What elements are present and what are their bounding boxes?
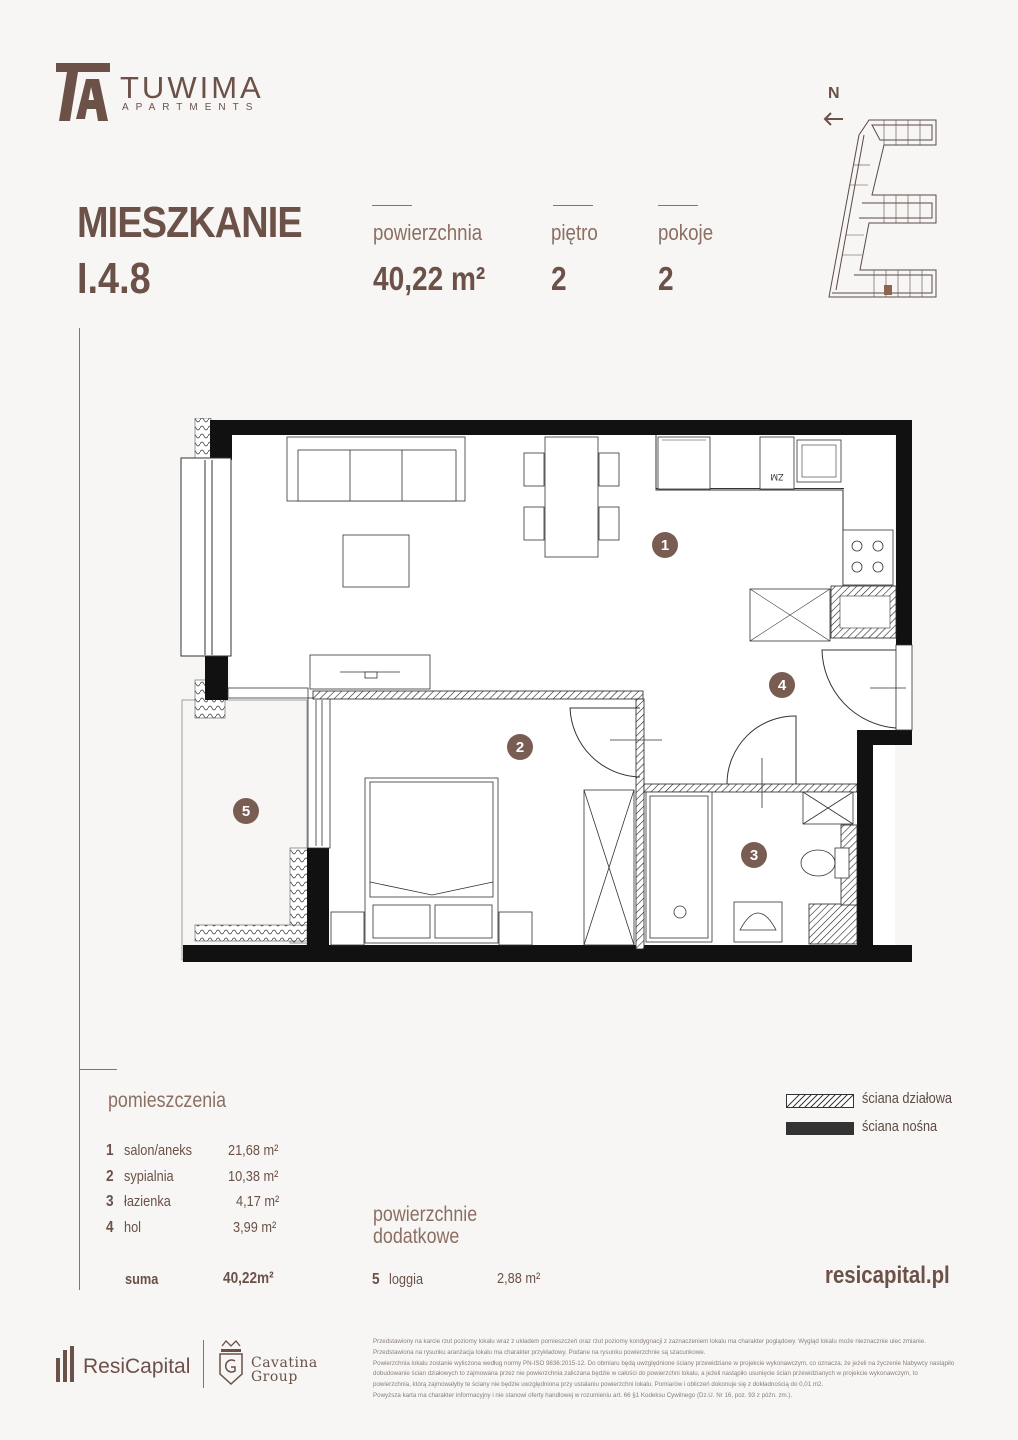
bearing-wall-swatch [786, 1122, 854, 1135]
additional-num: 5 [372, 1271, 380, 1288]
room-marker-4: 4 [777, 677, 787, 694]
room-area: 4,17 m² [236, 1193, 280, 1210]
room-marker-3: 3 [749, 847, 759, 864]
divider [658, 205, 698, 206]
disclaimer-line: Przedstawiona na rysunku aranżacja lokalu ma charakter przykładowy. Podane na rysunku powierzchnie są szacunkowe. [373, 1348, 706, 1356]
left-rule [79, 328, 80, 1290]
additional-title-2: dodatkowe [373, 1225, 460, 1248]
compass-label: N [828, 85, 840, 102]
additional-title: powierzchnie [373, 1203, 478, 1226]
room-num: 4 [106, 1219, 114, 1236]
apartment-highlight [884, 285, 892, 295]
room-name: łazienka [124, 1193, 171, 1210]
footer-divider [203, 1340, 204, 1388]
floor-value: 2 [551, 260, 567, 297]
resicapital-brand: ResiCapital [83, 1355, 191, 1378]
brand-subtitle: APARTMENTS [122, 102, 260, 113]
tuwima-logo-icon [56, 63, 110, 123]
divider [79, 1069, 117, 1070]
area-value: 40,22 m² [373, 260, 486, 297]
divider [372, 205, 412, 206]
sum-label: suma [125, 1271, 159, 1288]
rooms-label: pokoje [658, 220, 714, 245]
room-area: 21,68 m² [228, 1142, 279, 1159]
room-num: 3 [106, 1193, 114, 1210]
dishwasher-label: ZM [770, 472, 784, 482]
room-num: 1 [106, 1142, 114, 1159]
legend-partition-label: ściana działowa [862, 1090, 953, 1107]
rooms-title: pomieszczenia [108, 1089, 227, 1112]
disclaimer [373, 1337, 955, 1402]
disclaimer-line: Powierzchnia lokalu zostanie wyliczona według normy PN-ISO 9836:2015-12. Do obmiaru będą uwzględnione ściany przewidziane w projekcie wykonawczym, co oznacza, że jeżeli na życzenie Nabywcy nastąpiło dobudowanie ścian działowych to zajmowana przez nie powierzchnia zaliczana będzie w całości do powierzchni lokalu, a jeżeli nastąpiło usunięcie ścian przewidzianych w projekcie wykonawczym, to powierzchnia, którą zajmowałyby te ściany nie będzie uwzględniona przy ustalaniu powierzchni lokalu. Pomiarów i obliczeń dokonuje się z dokładnością do 0,01 m2. [373, 1359, 955, 1389]
room-num: 2 [106, 1168, 114, 1185]
room-marker-2: 2 [515, 739, 525, 756]
cavatina-logo-icon [218, 1340, 244, 1386]
disclaimer-line: Powyższa karta ma charakter informacyjny i nie stanowi oferty handlowej w rozumieniu art. 66 §1 Kodeksu Cywilnego (Dz.U. Nr 16, poz. 93 z późn. zm.). [373, 1391, 793, 1399]
additional-area: 2,88 m² [497, 1270, 541, 1287]
room-name: hol [124, 1219, 142, 1236]
apartment-number: I.4.8 [77, 254, 151, 303]
cavatina-brand-sub: Group [251, 1369, 298, 1385]
cavatina-brand: Cavatina [251, 1355, 318, 1371]
area-label: powierzchnia [373, 220, 483, 245]
brand-name: TUWIMA [120, 70, 264, 105]
rooms-value: 2 [658, 260, 674, 297]
floor-label: piętro [551, 220, 598, 245]
room-area: 3,99 m² [233, 1219, 277, 1236]
room-name: salon/aneks [124, 1142, 193, 1159]
disclaimer-line: Przedstawiony na karcie rzut poziomy lokalu wraz z układem pomieszczeń oraz rzut poziomy kondygnacji z zaznaczeniem lokalu ma charakter poglądowy. Wygląd lokalu może nieznacznie ulec zmianie. [373, 1338, 926, 1345]
room-marker-5: 5 [241, 803, 251, 820]
apartment-title: MIESZKANIE [77, 198, 302, 247]
partition-wall-swatch [786, 1094, 854, 1108]
floor-plan [175, 418, 920, 966]
room-area: 10,38 m² [228, 1168, 279, 1185]
divider [553, 205, 593, 206]
additional-name: loggia [389, 1271, 424, 1288]
website-link[interactable]: resicapital.pl [825, 1262, 950, 1289]
resicapital-logo-icon [56, 1346, 78, 1382]
legend-bearing-label: ściana nośna [862, 1118, 938, 1135]
room-name: sypialnia [124, 1168, 174, 1185]
sum-value: 40,22m² [223, 1270, 274, 1287]
room-marker-1: 1 [660, 537, 670, 554]
building-key-plan [824, 115, 939, 300]
